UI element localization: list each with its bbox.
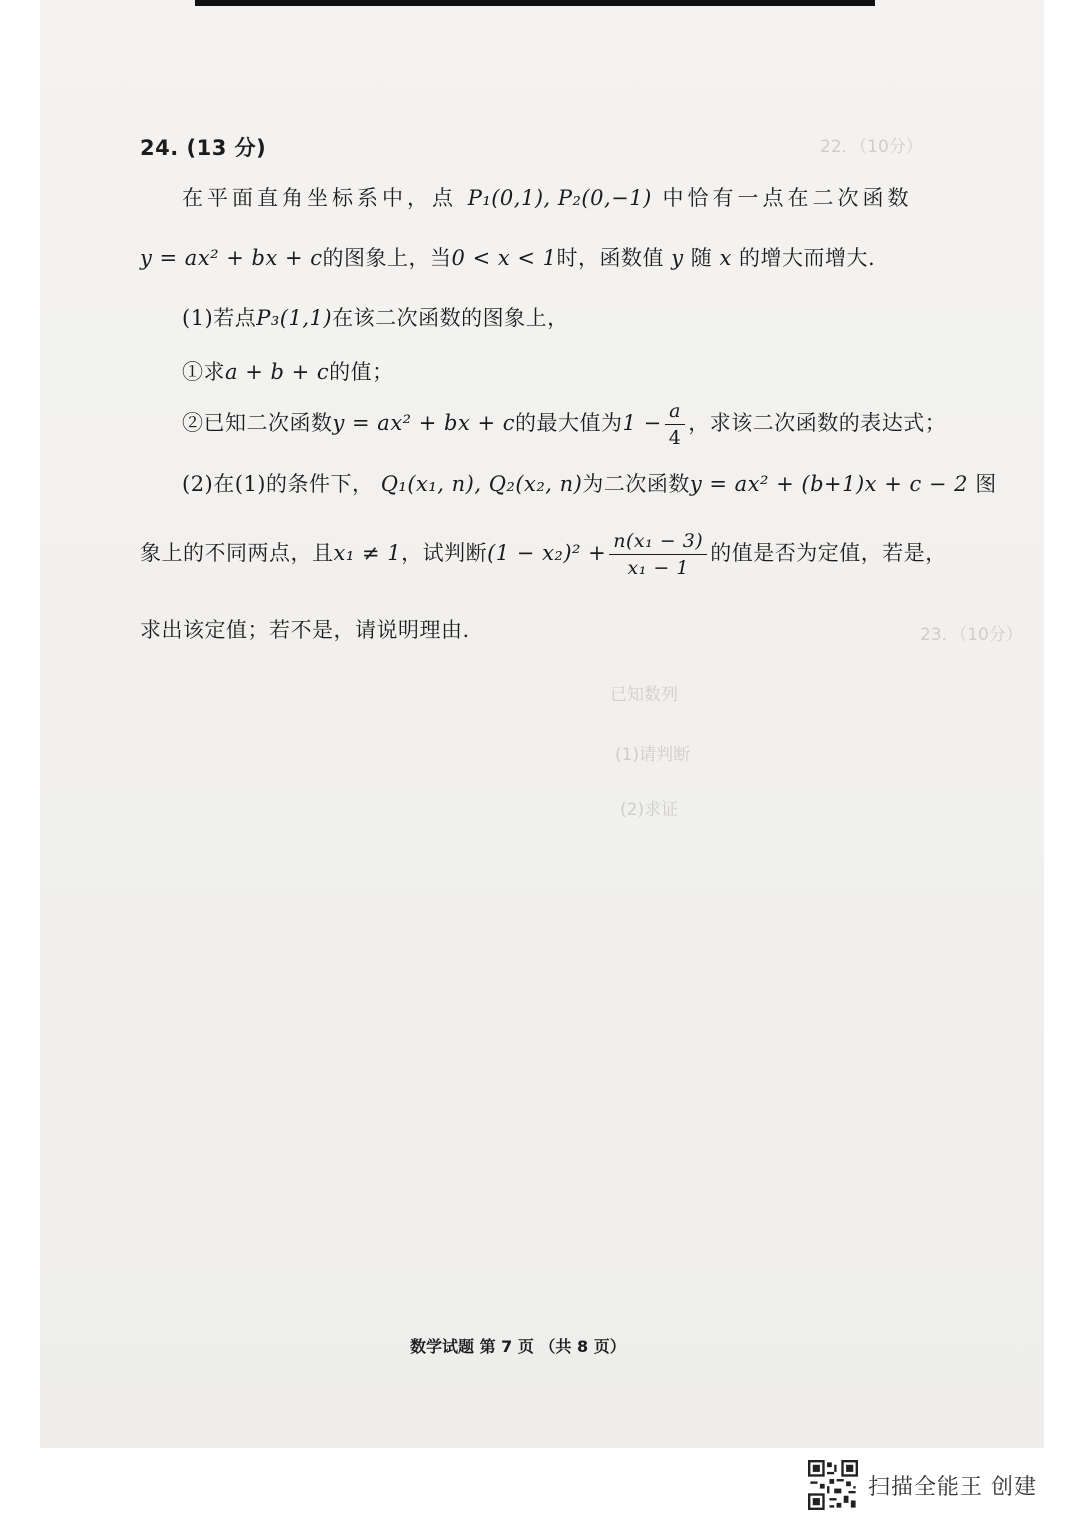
bleed-through-text: 23．（10分） (920, 625, 1023, 645)
qr-code-icon (808, 1460, 858, 1510)
part2-label: (2) (182, 472, 214, 496)
bleed-through-text: (2)求证 (620, 800, 679, 820)
page-footer: 数学试题 第 7 页 （共 8 页） (410, 1337, 626, 1356)
part2-line-3: 求出该定值；若不是，请说明理由. (140, 618, 470, 642)
part1-label: (1) (182, 306, 214, 330)
part1-sub1: ①求a + b + c的值； (182, 360, 394, 384)
x-range: 0 < x < 1 (451, 246, 557, 270)
quadratic-function: y = ax² + bx + c (140, 246, 323, 270)
scanner-watermark (808, 1460, 1037, 1510)
question-number: 24. (140, 136, 179, 160)
part2-line-1: (2)在(1)的条件下， Q₁(x₁, n), Q₂(x₂, n)为二次函数y = ax² + (b+1)x + c − 2 图 (182, 472, 997, 496)
bleed-through-text: (1)请判断 (615, 745, 691, 765)
part2-line-2: 象上的不同两点，且x₁ ≠ 1，试判断(1 − x₂)² + $\frac{\text{n(x₁ − 3)}}{\text{x₁ − 1}}$ 的值是否为定值，若是， (140, 530, 947, 579)
part1-line: (1)若点P₃(1,1)在该二次函数的图象上， (182, 306, 569, 330)
second-function: y = ax² + (b+1)x + c − 2 (689, 472, 969, 496)
bleed-through-text: 22．（10分） (820, 137, 923, 157)
intro-line-1: 在平面直角坐标系中，点 P₁(0,1), P₂(0,−1) 中恰有一点在二次函数 (182, 186, 913, 210)
question-block (40, 0, 1048, 1448)
fraction-expression: $\frac{\text{n(x₁ − 3)}}{\text{x₁ − 1}}$ (609, 530, 707, 579)
bleed-through-text: 已知数列 (610, 685, 678, 705)
points-q1-q2: Q₁(x₁, n), Q₂(x₂, n) (380, 472, 583, 496)
part1-sub2: ②已知二次函数y = ax² + bx + c的最大值为1 − $\frac{a}{4}$ ，求该二次函数的表达式； (182, 400, 947, 449)
exam-page (40, 0, 1048, 1448)
point-p3: P₃(1,1) (256, 306, 333, 330)
intro-line-2: y = ax² + bx + c的图象上，当0 < x < 1时，函数值 y 随 x 的增大而增大. (140, 246, 876, 270)
watermark-text: 扫描全能王 创建 (868, 1474, 1037, 1500)
fraction-a-over-4: $\frac{a}{4}$ (665, 400, 686, 449)
question-header (140, 132, 266, 162)
points-p1-p2: P₁(0,1), P₂(0,−1) (467, 186, 652, 210)
question-score: (13 分) (186, 136, 267, 160)
